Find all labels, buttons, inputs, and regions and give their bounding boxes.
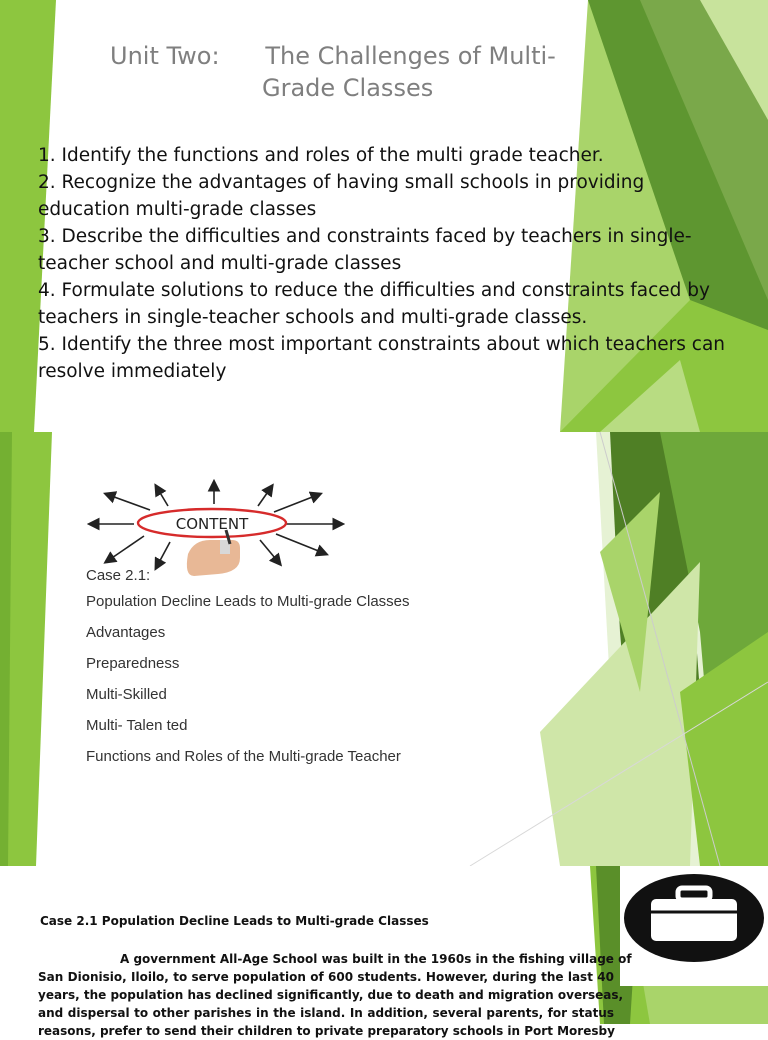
title-line-2: Grade Classes — [262, 74, 434, 102]
topic-item: Functions and Roles of the Multi-grade Teacher — [86, 748, 401, 765]
briefcase-icon — [620, 866, 768, 986]
objective-item: 4. Formulate solutions to reduce the difficulties and constraints faced by teachers in single-teacher schools and multi-grade classes. — [38, 280, 710, 328]
case-title: Case 2.1 Population Decline Leads to Multi-grade Classes — [40, 914, 429, 928]
case-line: and dispersal to other parishes in the island. In addition, several parents, for status — [38, 1006, 614, 1020]
briefcase-panel — [620, 866, 768, 986]
content-label: CONTENT — [175, 515, 249, 533]
slide-case-study — [0, 866, 768, 1038]
slide-content-topics — [0, 432, 768, 866]
case-body — [38, 950, 632, 1038]
topic-item: Multi- Talen ted — [86, 717, 188, 734]
topic-item: Population Decline Leads to Multi-grade Classes — [86, 593, 410, 610]
topic-item: Multi-Skilled — [86, 686, 167, 703]
case-line: years, the population has declined significantly, due to death and migration overseas, — [38, 988, 624, 1002]
objective-item: 5. Identify the three most important constraints about which teachers can resolve immediately — [38, 334, 726, 382]
topic-item: Case 2.1: — [86, 567, 151, 584]
slide-title — [110, 40, 610, 104]
slide-objectives — [0, 0, 768, 432]
topic-item: Advantages — [86, 624, 166, 641]
objective-item: 1. Identify the functions and roles of the multi grade teacher. — [38, 145, 604, 166]
case-line: reasons, prefer to send their children to private preparatory schools in Port Moresby — [38, 1024, 615, 1038]
case-line: San Dionisio, Iloilo, to serve population of 600 students. However, during the last 40 — [38, 970, 614, 984]
topics-list — [86, 566, 410, 772]
objectives-list — [38, 142, 738, 385]
objective-item: 2. Recognize the advantages of having small schools in providing education multi-grade classes — [38, 172, 645, 220]
title-line-1: Unit Two: The Challenges of Multi- — [110, 42, 556, 70]
case-line: A government All-Age School was built in the 1960s in the fishing village of — [120, 952, 632, 966]
topic-item: Preparedness — [86, 655, 180, 672]
objective-item: 3. Describe the difficulties and constraints faced by teachers in single-teacher school and multi-grade classes — [38, 226, 692, 274]
